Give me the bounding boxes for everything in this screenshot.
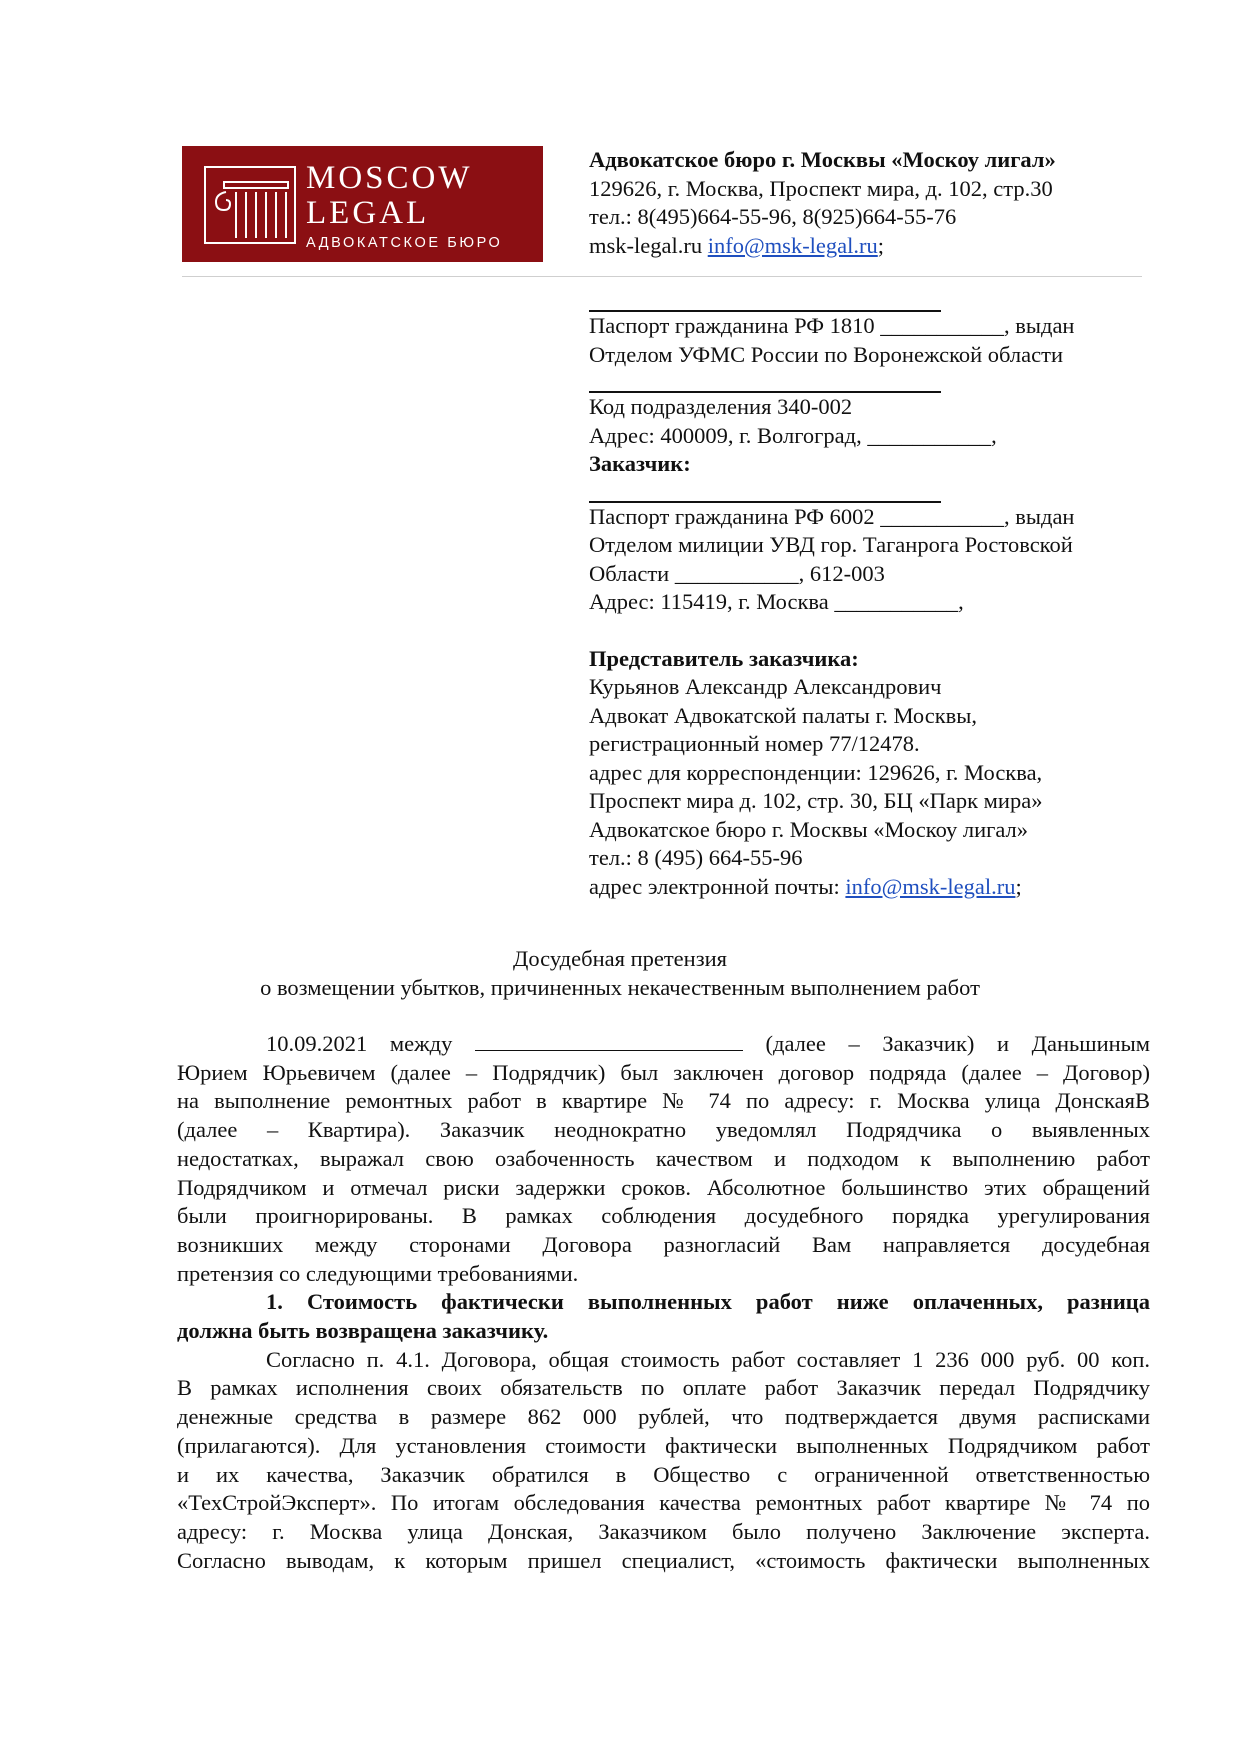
column-icon xyxy=(204,166,296,244)
body-line: Подрядчиком и отмечал риски задержки сроков. Абсолютное большинство этих обращений xyxy=(177,1174,1150,1200)
body-line: на выполнение ремонтных работ в квартире № 74 по адресу: г. Москва улица ДонскаяВ xyxy=(177,1088,1150,1114)
section-heading-1-cont: должна быть возвращена заказчику. xyxy=(177,1318,549,1344)
logo-line-3: АДВОКАТСКОЕ БЮРО xyxy=(306,235,503,251)
firm-web xyxy=(589,232,1056,261)
header-divider xyxy=(182,276,1142,277)
customer-region: Области ___________, 612-003 xyxy=(589,560,885,586)
email-suffix: ; xyxy=(877,232,885,258)
representative-position: Адвокат Адвокатской палаты г. Москвы, xyxy=(589,702,977,728)
representative-corr-2: Проспект мира д. 102, стр. 30, БЦ «Парк мира» xyxy=(589,788,1043,813)
representative-email-row xyxy=(589,873,1149,902)
customer-name-fill xyxy=(475,1030,743,1051)
representative-email-label: адрес электронной почты: xyxy=(589,873,846,899)
representative-name: Курьянов Александр Александрович xyxy=(589,674,942,699)
body-line: были проигнорированы. В рамках соблюдения досудебного порядка урегулирования xyxy=(177,1203,1150,1229)
document-title: Досудебная претензия xyxy=(513,946,727,971)
firm-name: Адвокатское бюро г. Москвы «Москоу лигал» xyxy=(589,147,1056,172)
body-line: недостатках, выражал свою озабоченность качеством и подходом к выполнению работ xyxy=(177,1145,1150,1171)
firm-site: msk-legal.ru xyxy=(589,232,703,258)
letterhead-contacts xyxy=(589,146,1056,260)
body-line: денежные средства в размере 862 000 рублей, что подтверждается двумя расписками xyxy=(177,1404,1150,1430)
body-line: адресу: г. Москва улица Донская, Заказчиком было получено Заключение эксперта. xyxy=(177,1518,1150,1544)
body-line-last: претензия со следующими требованиями. xyxy=(177,1260,579,1286)
body-line-first xyxy=(177,1030,1150,1059)
body-line: Юрием Юрьевичем (далее – Подрядчик) был заключен договор подряда (далее – Договор) xyxy=(177,1059,1150,1085)
p1-start: 10.09.2021 между xyxy=(266,1031,453,1056)
body-line: (прилагаются). Для установления стоимости фактически выполненных Подрядчиком работ xyxy=(177,1432,1150,1458)
customer-passport: Паспорт гражданина РФ 6002 ___________, выдан xyxy=(589,503,1075,529)
contractor-address: Адрес: 400009, г. Волгоград, ___________, xyxy=(589,422,997,448)
parties-block xyxy=(589,288,1149,901)
body-line: и их качества, Заказчик обратился в Общество с ограниченной ответственностью xyxy=(177,1461,1150,1487)
customer-issued-by: Отделом милиции УВД гор. Таганрога Ростовской xyxy=(589,532,1073,557)
logo-line-2: LEGAL xyxy=(306,195,430,231)
p1-after: (далее – Заказчик) и Даньшиным xyxy=(765,1031,1151,1056)
contractor-issued-by: Отделом УФМС России по Воронежской области xyxy=(589,341,1063,367)
firm-logo xyxy=(182,146,543,262)
representative-email-link[interactable]: info@msk-legal.ru xyxy=(845,873,1016,899)
firm-phone: тел.: 8(495)664-55-96, 8(925)664-55-76 xyxy=(589,204,957,229)
firm-email-link[interactable]: info@msk-legal.ru xyxy=(707,232,878,258)
customer-address: Адрес: 115419, г. Москва ___________, xyxy=(589,589,964,614)
representative-corr: адрес для корреспонденции: 129626, г. Москва, xyxy=(589,759,1043,785)
body-line-p2-first: Согласно п. 4.1. Договора, общая стоимость работ составляет 1 236 000 руб. 00 коп. xyxy=(266,1346,1150,1372)
body-line: В рамках исполнения своих обязательств по оплате работ Заказчик передал Подрядчику xyxy=(177,1375,1150,1401)
representative-email-suffix: ; xyxy=(1015,873,1022,899)
customer-name-blank xyxy=(589,479,941,503)
body-line: возникших между сторонами Договора разногласий Вам направляется досудебная xyxy=(177,1231,1150,1257)
document-subtitle: о возмещении убытков, причиненных некачественным выполнением работ xyxy=(260,975,980,1000)
body-line: Согласно выводам, к которым пришел специалист, «стоимость фактически выполненных xyxy=(177,1547,1150,1573)
representative-firm: Адвокатское бюро г. Москвы «Москоу лигал» xyxy=(589,816,1029,842)
logo-line-1: MOSCOW xyxy=(306,160,473,196)
representative-reg: регистрационный номер 77/12478. xyxy=(589,731,920,756)
contractor-passport: Паспорт гражданина РФ 1810 ___________, выдан xyxy=(589,313,1075,338)
section-heading-1: 1. Стоимость фактически выполненных работ ниже оплаченных, разница xyxy=(266,1289,1150,1315)
representative-phone: тел.: 8 (495) 664-55-96 xyxy=(589,845,803,870)
contractor-name-blank xyxy=(589,288,941,312)
customer-label: Заказчик: xyxy=(589,451,691,476)
body-line: «ТехСтройЭксперт». По итогам обследования качества ремонтных работ квартире № 74 по xyxy=(177,1490,1150,1516)
contractor-blank-2 xyxy=(589,369,941,393)
body-line: (далее – Квартира). Заказчик неоднократно уведомлял Подрядчика о выявленных xyxy=(177,1117,1150,1143)
contractor-code: Код подразделения 340-002 xyxy=(589,394,853,419)
firm-address: 129626, г. Москва, Проспект мира, д. 102, стр.30 xyxy=(589,175,1053,201)
representative-label: Представитель заказчика: xyxy=(589,645,859,671)
document-body xyxy=(177,1030,1150,1575)
